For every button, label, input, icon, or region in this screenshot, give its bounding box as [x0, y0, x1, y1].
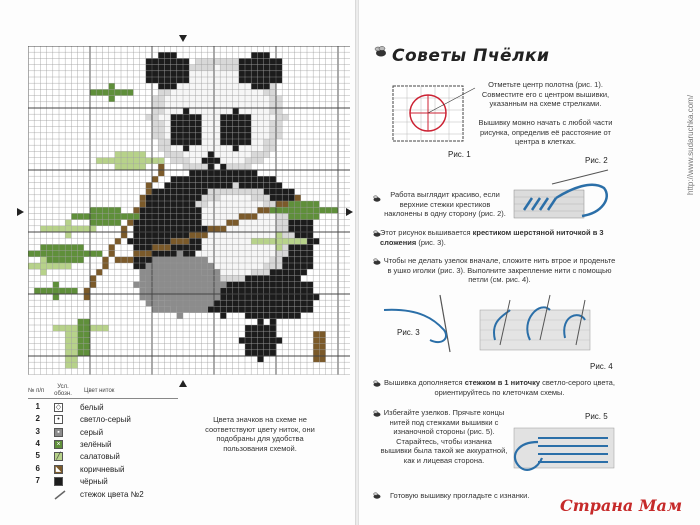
- legend-symbol-icon: ╱: [54, 452, 63, 461]
- fig4-caption: Рис. 4: [590, 362, 613, 371]
- legend-symbol-icon: ◇: [55, 404, 62, 411]
- legend-row: [30, 402, 190, 413]
- legend-divider: [28, 398, 178, 399]
- legend-row-number: 6: [35, 463, 40, 473]
- legend-row-number: 1: [35, 402, 40, 411]
- legend-row-number: 2: [35, 414, 40, 424]
- bee-icon: [372, 380, 381, 387]
- legend-symbol-icon: ◣: [55, 465, 62, 473]
- fig5-back-side-illustration: [508, 420, 620, 480]
- legend-row-label: коричневый: [80, 464, 125, 474]
- arrow-bottom: [179, 380, 187, 387]
- legend-row: [30, 464, 190, 475]
- tip-single-thread-stitch: [382, 378, 617, 397]
- tip-wool-thread-c: (рис. 3).: [418, 237, 446, 247]
- site-logo: Страна Мам: [560, 496, 683, 515]
- legend-row-number: 7: [35, 475, 40, 485]
- fig1-caption: Рис. 1: [448, 150, 471, 159]
- legend-stitch-label: стежок цвета №2: [80, 490, 144, 499]
- legend-col-num: № п/п: [28, 388, 45, 394]
- legend-row: [30, 427, 190, 438]
- legend-row-label: салатовый: [80, 452, 120, 462]
- legend-row: [30, 451, 190, 462]
- center-arrows: [0, 0, 356, 400]
- legend-row-number: 4: [35, 438, 40, 448]
- arrow-top: [179, 35, 187, 42]
- fig2-stitch-illustration: [512, 168, 617, 228]
- bee-icon: [372, 492, 381, 499]
- tip-iron: Готовую вышивку прогладьте с изнанки.: [390, 491, 530, 500]
- tip-start-anywhere: Вышивку можно начать с любой части рисунка, определив её расстояние от центра в клетках.: [478, 118, 613, 146]
- legend-row: [30, 439, 190, 450]
- fig1-canvas-center: [385, 80, 485, 150]
- svg-text:http://www.sudaruchka.com/: http://www.sudaruchka.com/: [686, 94, 695, 195]
- legend-symbol-icon: ▪: [54, 428, 63, 437]
- fig5-caption: Рис. 5: [585, 412, 608, 421]
- tip-wool-thread: [380, 228, 620, 247]
- page-title: Советы Пчёлки: [392, 46, 550, 66]
- legend-row-number: 5: [35, 451, 40, 461]
- legend-row-label: чёрный: [80, 476, 108, 486]
- legend-row-label: белый: [80, 403, 104, 412]
- legend-symbol-icon: [54, 477, 63, 486]
- tip-single-c: светло-серого цвета, ориентируйтесь по клеточкам схемы.: [434, 378, 615, 397]
- legend-row-stitch: [30, 489, 190, 500]
- tip-avoid-knots: Избегайте узелков. Прячьте концы нитей под стежками вышивки с изнаночной стороны (рис. 5). Старайтесь, чтобы изнанка вышивки была такой же аккуратной, как и лицевая сторона.: [380, 408, 508, 465]
- legend-row-label: светло-серый: [80, 415, 131, 425]
- bee-icon: [372, 46, 388, 58]
- stitch-line-icon: [54, 490, 66, 500]
- tip-single-b: стежком в 1 ниточку: [464, 378, 541, 387]
- legend-row-label: зелёный: [80, 439, 112, 449]
- legend-symbol-icon: •: [54, 415, 63, 424]
- site-watermark: [684, 40, 696, 200]
- tip-single-a: Вышивка дополняется: [384, 378, 463, 387]
- legend-col-symbol: Усл. обозн.: [54, 384, 72, 397]
- legend-symbol-icon: ×: [54, 440, 63, 449]
- tip-slanted-stitches: Работа выглядит красиво, если верхние стежки крестиков наклонены в одну сторону (рис. 2).: [384, 190, 506, 218]
- legend-row: [30, 476, 190, 487]
- bee-icon: [372, 258, 381, 265]
- arrow-right: [346, 208, 353, 216]
- arrow-left: [17, 208, 24, 216]
- tip-no-knot: Чтобы не делать узелок вначале, сложите нить втрое и проденьте в ушко иголки (рис. 3). Выполните закрепление нити с помощью петли (см. рис. 4).: [383, 256, 616, 284]
- fig3-caption: Рис. 3: [397, 328, 420, 337]
- legend-row: [30, 414, 190, 425]
- fig2-caption: Рис. 2: [585, 156, 608, 165]
- color-note: Цвета значков на схеме не соответствуют цвету ниток, они подобраны для удобства пользования схемой.: [205, 415, 315, 453]
- tip-wool-thread-a: Этот рисунок вышивается: [380, 228, 471, 237]
- tip-wool-thread-b: крестиком шерстяной ниточкой в 3 сложения: [380, 228, 604, 247]
- tip-center-mark: Отметьте центр полотна (рис. 1). Совместите его с центром вышивки, указанным на схеме стрелками.: [481, 80, 610, 108]
- legend-col-color: Цвет ниток: [84, 388, 115, 394]
- legend-row-number: 3: [35, 426, 40, 436]
- legend-row-label: серый: [80, 427, 104, 437]
